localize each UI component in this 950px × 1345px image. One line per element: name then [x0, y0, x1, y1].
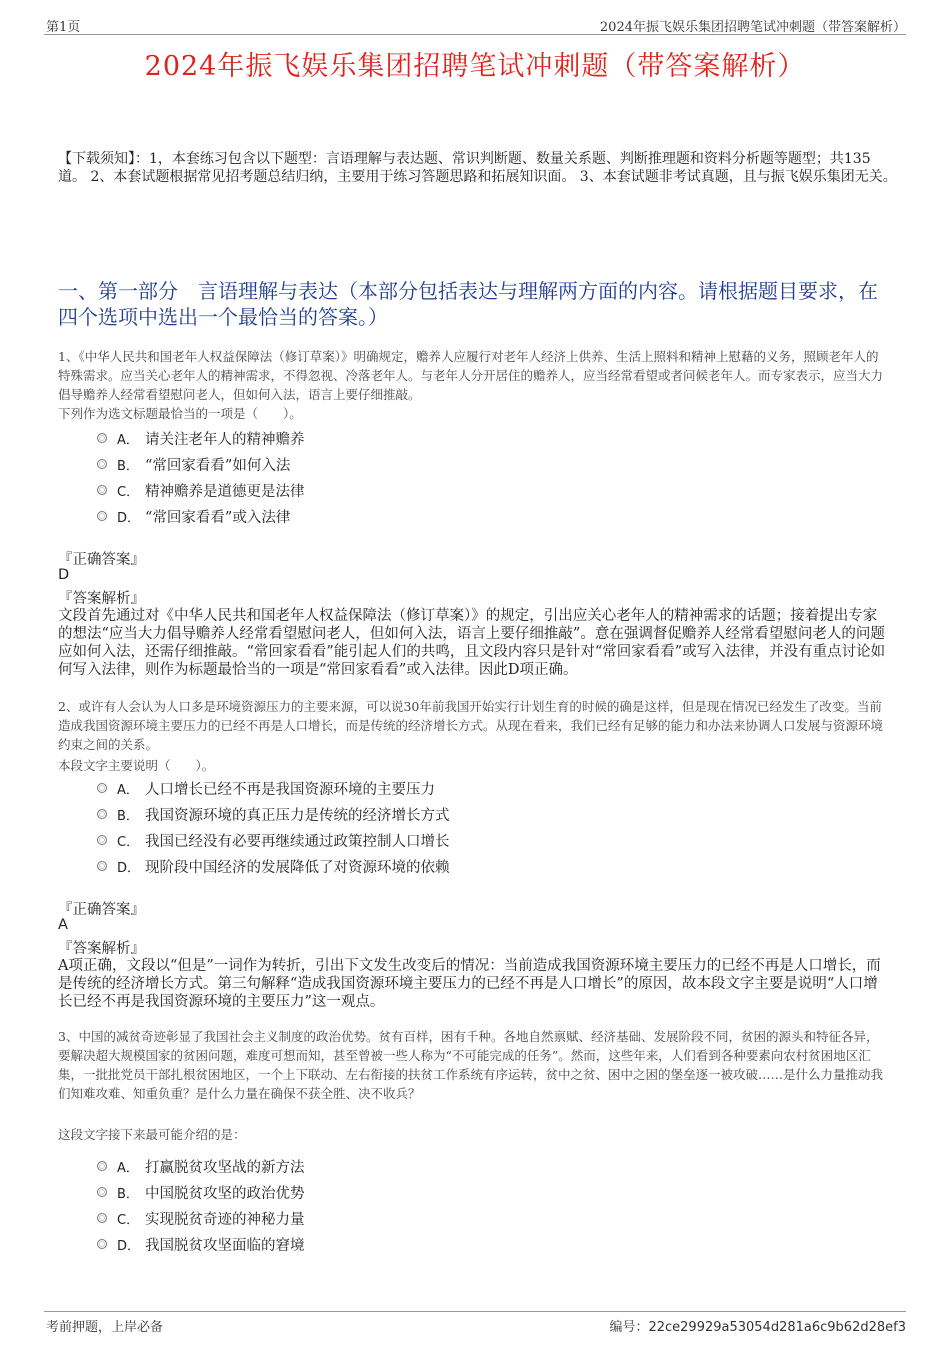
radio-icon[interactable] [97, 1187, 107, 1197]
document-code [609, 1316, 906, 1335]
footer-divider [44, 1311, 906, 1312]
option-letter: A． [117, 1160, 139, 1176]
question-1-answer-label: 『正确答案』 [58, 552, 145, 568]
question-3-option-d[interactable] [97, 1233, 305, 1255]
question-3-option-a[interactable] [97, 1155, 305, 1177]
radio-icon[interactable] [97, 861, 107, 871]
radio-icon[interactable] [97, 433, 107, 443]
option-text: “常回家看看”或入法律 [145, 509, 291, 526]
section-heading: 一、第一部分 言语理解与表达（本部分包括表达与理解两方面的内容。请根据题目要求，在四个选项中选出一个最恰当的答案。） [58, 279, 878, 329]
option-letter: A． [117, 432, 139, 448]
option-letter: C． [117, 1212, 140, 1228]
option-text: “常回家看看”如何入法 [145, 457, 291, 474]
question-1-analysis-label: 『答案解析』 [58, 591, 145, 607]
radio-icon[interactable] [97, 809, 107, 819]
radio-icon[interactable] [97, 511, 107, 521]
question-2-answer: A [58, 917, 68, 933]
download-notice: 【下载须知】：1，本套练习包含以下题型：言语理解与表达题、常识判断题、数量关系题、判断推理题和资料分析题等题型；共135道。 2、本套试题根据常见招考题总结归纳，主要用于练习答题思路和拓展知识面。 3、本套试题非考试真题，且与振飞娱乐集团无关。 [58, 151, 897, 185]
header-divider [44, 34, 906, 35]
question-2-answer-label: 『正确答案』 [58, 902, 145, 918]
question-2-analysis-label: 『答案解析』 [58, 941, 145, 957]
option-letter: D． [117, 1238, 141, 1254]
question-1-option-a[interactable] [97, 427, 305, 449]
option-text: 精神赡养是道德更是法律 [145, 483, 305, 500]
option-letter: C． [117, 834, 140, 850]
footer-slogan: 考前押题，上岸必备 [46, 1320, 164, 1335]
question-2-option-a[interactable] [97, 777, 435, 799]
option-letter: C． [117, 484, 140, 500]
option-text: 我国脱贫攻坚面临的窘境 [145, 1237, 305, 1254]
option-text: 实现脱贫奇迹的神秘力量 [145, 1211, 305, 1228]
running-header-title: 2024年振飞娱乐集团招聘笔试冲刺题（带答案解析） [599, 20, 906, 35]
question-1-option-c[interactable] [97, 479, 305, 501]
option-text: 人口增长已经不再是我国资源环境的主要压力 [145, 781, 435, 798]
question-1-option-b[interactable] [97, 453, 290, 475]
option-text: 现阶段中国经济的发展降低了对资源环境的依赖 [145, 859, 450, 876]
question-2-prompt: 本段文字主要说明（ ）。 [58, 758, 215, 773]
question-1-option-d[interactable] [97, 505, 290, 527]
page-number: 第1页 [46, 20, 81, 35]
question-1-prompt: 下列作为选文标题最恰当的一项是（ ）。 [58, 406, 302, 421]
option-text: 我国资源环境的真正压力是传统的经济增长方式 [145, 807, 450, 824]
option-letter: B． [117, 458, 139, 474]
question-1-stem: 1、《中华人民共和国老年人权益保障法（修订草案）》明确规定，赡养人应履行对老年人经济上供养、生活上照料和精神上慰藉的义务，照顾老年人的特殊需求。应当关心老年人的精神需求，不得忽视、冷落老年人。与老年人分开居住的赡养人，应当经常看望或者问候老年人。而专家表示，应当大力倡导赡养人经常看望慰问老人，但如何入法，语言上要仔细推敲。 [58, 349, 884, 402]
option-text: 我国已经没有必要再继续通过政策控制人口增长 [145, 833, 450, 850]
question-1-analysis: 文段首先通过对《中华人民共和国老年人权益保障法（修订草案）》的规定，引出应关心老年人的精神需求的话题；接着提出专家的想法“应当大力倡导赡养人经常看望慰问老人，但如何入法，语言上要仔细推敲”。意在强调督促赡养人经常看望慰问老人的问题应如何入法，还需仔细推敲。“常回家看看”能引起人们的共鸣，且文段内容只是针对“常回家看看”或写入法律，并没有重点讨论如何写入法律，则作为标题最恰当的一项是“常回家看看”或入法律。因此D项正确。 [58, 608, 886, 678]
option-text: 请关注老年人的精神赡养 [145, 431, 305, 448]
radio-icon[interactable] [97, 1161, 107, 1171]
radio-icon[interactable] [97, 485, 107, 495]
radio-icon[interactable] [97, 783, 107, 793]
question-2-option-c[interactable] [97, 829, 450, 851]
option-letter: B． [117, 1186, 139, 1202]
question-2-option-b[interactable] [97, 803, 450, 825]
document-title: 2024年振飞娱乐集团招聘笔试冲刺题（带答案解析） [144, 51, 806, 82]
option-text: 中国脱贫攻坚的政治优势 [145, 1185, 305, 1202]
code-value: 22ce29929a53054d281a6c9b62d28ef3 [648, 1320, 906, 1335]
radio-icon[interactable] [97, 1239, 107, 1249]
option-letter: A． [117, 782, 139, 798]
question-3-stem: 3、中国的减贫奇迹彰显了我国社会主义制度的政治优势。贫有百样，困有千种。各地自然禀赋、经济基础、发展阶段不同，贫困的源头和特征各异，要解决超大规模国家的贫困问题，难度可想而知，甚至曾被一些人称为“不可能完成的任务”。然而，这些年来，人们看到各种要素向农村贫困地区汇集，一批批党员干部扎根贫困地区，一个上下联动、左右衔接的扶贫工作系统有序运转，贫中之贫、困中之困的堡垒逐一被攻破……是什么力量推动我们知难攻难、知重负重？是什么力量在确保不获全胜、决不收兵？ [58, 1029, 884, 1101]
radio-icon[interactable] [97, 835, 107, 845]
option-letter: D． [117, 860, 141, 876]
question-2-stem: 2、或许有人会认为人口多是环境资源压力的主要来源，可以说30年前我国开始实行计划生育的时候的确是这样，但是现在情况已经发生了改变。当前造成我国资源环境主要压力的已经不再是人口增长，而是传统的经济增长方式。从现在看来，我们已经有足够的能力和办法来协调人口发展与资源环境约束之间的关系。 [58, 699, 884, 752]
option-text: 打赢脱贫攻坚战的新方法 [145, 1159, 305, 1176]
option-letter: D． [117, 510, 141, 526]
code-label: 编号： [609, 1320, 649, 1335]
radio-icon[interactable] [97, 1213, 107, 1223]
radio-icon[interactable] [97, 459, 107, 469]
question-1-answer: D [58, 567, 70, 583]
option-letter: B． [117, 808, 139, 824]
question-3-option-c[interactable] [97, 1207, 305, 1229]
question-2-analysis: A项正确，文段以“但是”一词作为转折，引出下文发生改变后的情况：当前造成我国资源环境主要压力的已经不再是人口增长，而是传统的经济增长方式。第三句解释“造成我国资源环境主要压力的已经不再是人口增长”的原因，故本段文字主要是说明“人口增长已经不再是我国资源环境的主要压力”这一观点。 [58, 958, 881, 1010]
question-3-option-b[interactable] [97, 1181, 305, 1203]
question-2-option-d[interactable] [97, 855, 450, 877]
question-3-prompt: 这段文字接下来最可能介绍的是： [58, 1127, 246, 1142]
